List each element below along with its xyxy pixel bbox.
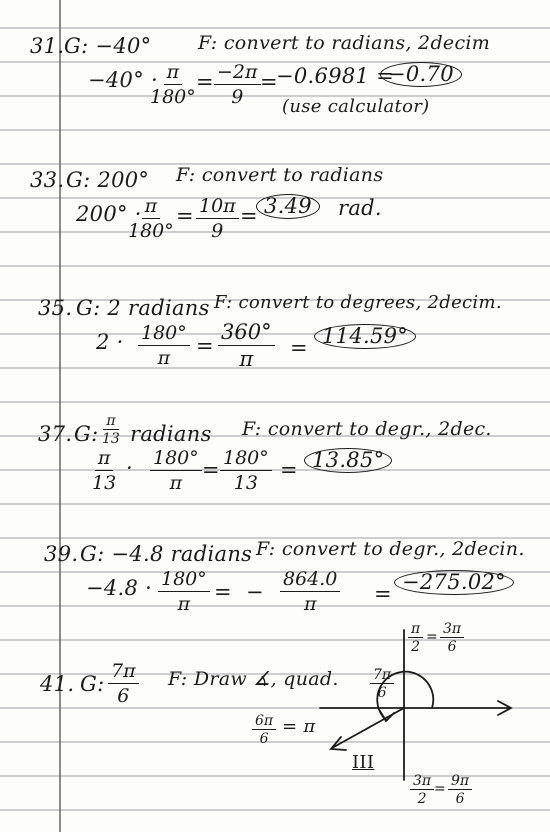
multiplication-dot: · xyxy=(126,456,133,480)
problem-33-number: 33. xyxy=(30,168,65,192)
problem-33-unit: rad. xyxy=(338,196,382,220)
fraction-denominator: 2 xyxy=(411,639,421,655)
fraction-numerator: 3π xyxy=(440,622,464,638)
problem-37-given-fraction xyxy=(102,414,120,446)
fraction-numerator: 7π xyxy=(108,662,139,684)
fraction-denominator: 13 xyxy=(102,431,120,447)
fraction-denominator: 180° xyxy=(150,86,196,108)
problem-37-given-suffix: radians xyxy=(130,422,212,446)
fraction-numerator: 180° xyxy=(150,449,202,471)
fraction-numerator: 864.0 xyxy=(280,570,340,592)
equals-sign: = xyxy=(260,70,278,94)
problem-33-fraction-2 xyxy=(196,197,239,241)
equals-sign: = xyxy=(176,204,194,228)
equals-sign: = xyxy=(202,458,220,482)
problem-37-answer: 13.85° xyxy=(304,448,392,473)
fraction-denominator: π xyxy=(239,347,254,371)
fraction-numerator: π xyxy=(103,414,118,430)
diagram-top-label-rhs xyxy=(440,622,464,654)
diagram-quadrant-label: III xyxy=(352,752,375,773)
fraction-numerator: −2π xyxy=(214,63,261,85)
diagram-left-label-rhs: = π xyxy=(282,716,316,737)
fraction-denominator: 6 xyxy=(447,639,457,655)
equals-sign: = xyxy=(196,70,214,94)
fraction-denominator: π xyxy=(169,472,183,494)
fraction-numerator: 6π xyxy=(252,714,276,730)
diagram-bottom-label-rhs xyxy=(448,774,472,806)
problem-35-fraction-2 xyxy=(218,322,275,370)
equals-sign: = xyxy=(374,582,392,606)
problem-31-step-value: −40° · xyxy=(88,68,158,92)
problem-31-decimal: −0.6981 = xyxy=(276,64,395,88)
problem-31-fraction-1 xyxy=(150,63,196,107)
problem-41-number: 41. xyxy=(40,672,75,696)
fraction-denominator: 180° xyxy=(128,220,174,242)
problem-37-fraction-0 xyxy=(92,449,116,493)
problem-39-find: F: convert to degr., 2decin. xyxy=(256,538,525,560)
fraction-denominator: 6 xyxy=(117,685,130,707)
fraction-denominator: π xyxy=(303,593,317,615)
fraction-numerator: π xyxy=(142,197,161,219)
problem-41-given-fraction xyxy=(108,662,139,706)
problem-35-given: G: 2 radians xyxy=(76,296,210,320)
problem-35-find: F: convert to degrees, 2decim. xyxy=(214,292,502,313)
diagram-top-label-lhs xyxy=(408,622,423,654)
fraction-numerator: π xyxy=(164,63,183,85)
diagram-top-label-equals: = xyxy=(426,629,439,645)
problem-31-given: G: −40° xyxy=(64,34,152,58)
problem-39-number: 39. xyxy=(44,542,79,566)
fraction-numerator: π xyxy=(95,449,114,471)
fraction-numerator: 360° xyxy=(218,322,275,346)
fraction-denominator: 9 xyxy=(211,220,224,242)
fraction-denominator: π xyxy=(177,593,191,615)
problem-39-answer: −275.02° xyxy=(394,570,514,595)
problem-39-fraction-2 xyxy=(280,570,340,614)
problem-39-fraction-1 xyxy=(158,570,210,614)
problem-37-given-prefix: G: xyxy=(74,422,99,446)
problem-39-given: G: −4.8 radians xyxy=(80,542,253,566)
problem-33-given: G: 200° xyxy=(66,168,150,192)
fraction-numerator: 180° xyxy=(220,449,272,471)
fraction-denominator: 6 xyxy=(259,731,269,747)
problem-41-given-prefix: G: xyxy=(80,672,105,696)
equals-sign: = xyxy=(214,580,232,604)
fraction-denominator: π xyxy=(157,347,171,369)
fraction-numerator: 3π xyxy=(410,774,434,790)
diagram-left-label xyxy=(252,714,276,746)
problem-35-number: 35. xyxy=(38,296,73,320)
fraction-numerator: 10π xyxy=(196,197,239,219)
fraction-denominator: 13 xyxy=(233,472,258,494)
problem-37-fraction-2 xyxy=(220,449,272,493)
equals-sign: = xyxy=(196,334,214,358)
fraction-numerator: 180° xyxy=(138,324,190,346)
fraction-denominator: 13 xyxy=(92,472,117,494)
problem-37-number: 37. xyxy=(38,422,73,446)
equals-sign: = xyxy=(290,336,308,360)
problem-31-answer: −0.70 xyxy=(380,62,462,87)
problem-33-find: F: convert to radians xyxy=(176,164,384,186)
problem-37-find: F: convert to degr., 2dec. xyxy=(242,418,492,440)
fraction-numerator: 7π xyxy=(370,668,394,684)
problem-31-fraction-2 xyxy=(214,63,261,107)
problem-33-fraction-1 xyxy=(128,197,174,241)
problem-31-number: 31. xyxy=(30,34,65,58)
fraction-numerator: 9π xyxy=(448,774,472,790)
fraction-denominator: 6 xyxy=(377,685,387,701)
fraction-numerator: 180° xyxy=(158,570,210,592)
equals-sign: = xyxy=(280,458,298,482)
fraction-numerator: π xyxy=(408,622,423,638)
problem-35-answer: 114.59° xyxy=(314,324,416,349)
problem-39-fraction-2-sign: − xyxy=(246,580,264,604)
problem-33-answer: 3.49 xyxy=(256,194,320,219)
problem-37-fraction-1 xyxy=(150,449,202,493)
diagram-bottom-label-equals: = xyxy=(434,781,447,797)
fraction-denominator: 6 xyxy=(455,791,465,807)
equals-sign: = xyxy=(240,204,258,228)
problem-35-fraction-1 xyxy=(138,324,190,368)
problem-35-step-value: 2 · xyxy=(96,330,124,354)
fraction-denominator: 2 xyxy=(417,791,427,807)
problem-31-find: F: convert to radians, 2decim xyxy=(198,32,491,54)
diagram-angle-label xyxy=(370,668,394,700)
problem-31-note: (use calculator) xyxy=(282,96,430,117)
fraction-denominator: 9 xyxy=(231,86,244,108)
problem-33-step-value: 200° · xyxy=(76,202,142,226)
problem-41-find: F: Draw ∡, quad. xyxy=(168,668,339,690)
diagram-bottom-label-lhs xyxy=(410,774,434,806)
problem-39-step-value: −4.8 · xyxy=(86,576,153,600)
